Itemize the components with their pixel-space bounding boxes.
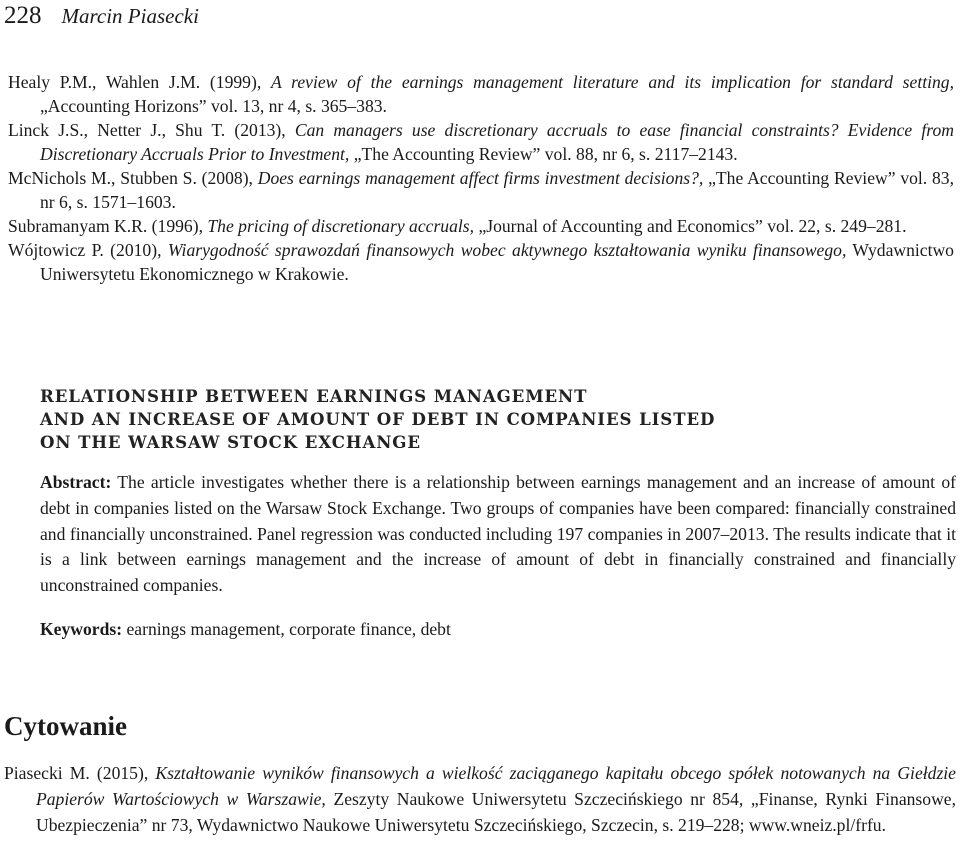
reference-source: Wydawnictwo Uniwersytetu Ekonomicznego w Krakowie. xyxy=(40,240,954,284)
citation-authors: Piasecki M. (2015), xyxy=(4,763,149,783)
citation-source: Zeszyty Naukowe Uniwersytetu Szczecińskiego nr 854, „Finanse, Rynki Finansowe, Ubezpieczenia” nr 73, Wydawnictwo Naukowe Uniwersytetu Szczecińskiego, Szczecin, s. 219–228; www.wneiz.pl/frfu. xyxy=(36,789,956,835)
keywords-label: Keywords: xyxy=(40,619,123,639)
citation xyxy=(4,760,956,838)
reference-authors: Wójtowicz P. (2010), xyxy=(8,240,162,260)
reference-item xyxy=(4,238,954,286)
running-header xyxy=(4,2,199,32)
reference-authors: Subramanyam K.R. (1996), xyxy=(8,216,203,236)
reference-item xyxy=(4,118,954,166)
reference-source: „Accounting Horizons” vol. 13, nr 4, s. 365–383. xyxy=(40,96,387,116)
reference-list xyxy=(4,70,954,286)
reference-authors: McNichols M., Stubben S. (2008), xyxy=(8,168,253,188)
running-author: Marcin Piasecki xyxy=(61,4,199,28)
reference-title: The pricing of discretionary accruals, xyxy=(207,216,475,236)
keywords xyxy=(40,619,451,640)
reference-authors: Healy P.M., Wahlen J.M. (1999), xyxy=(8,72,262,92)
english-title xyxy=(40,385,940,454)
reference-source: „The Accounting Review” vol. 83, nr 6, s. 1571–1603. xyxy=(40,168,954,212)
reference-source: „The Accounting Review” vol. 88, nr 6, s. 2117–2143. xyxy=(353,144,738,164)
english-title-line: RELATIONSHIP BETWEEN EARNINGS MANAGEMENT xyxy=(40,386,588,406)
reference-title: Can managers use discretionary accruals to ease financial constraints? Evidence from Discretionary Accruals Prior to Investment, xyxy=(40,120,954,164)
reference-item xyxy=(4,166,954,214)
reference-authors: Linck J.S., Netter J., Shu T. (2013), xyxy=(8,120,286,140)
english-title-line: ON THE WARSAW STOCK EXCHANGE xyxy=(40,432,421,452)
citation-heading: Cytowanie xyxy=(4,711,127,741)
abstract-text: The article investigates whether there is a relationship between earnings management and an increase of amount of debt in companies listed on the Warsaw Stock Exchange. Two groups of companies have been compared: financially constrained and financially unconstrained. Panel regression was conducted including 197 companies in 2007–2013. The results indicate that it is a link between earnings management and the increase of amount of debt in financially constrained and financially unconstrained companies. xyxy=(40,472,956,596)
keywords-text: earnings management, corporate finance, debt xyxy=(126,619,451,639)
citation-text xyxy=(4,760,956,838)
reference-item xyxy=(4,70,954,118)
english-title-line: AND AN INCREASE OF AMOUNT OF DEBT IN COMPANIES LISTED xyxy=(40,409,716,429)
reference-title: Wiarygodność sprawozdań finansowych wobec aktywnego kształtowania wyniku finansowego, xyxy=(167,240,847,260)
reference-title: A review of the earnings management literature and its implication for standard setting, xyxy=(270,72,954,92)
page-number: 228 xyxy=(4,2,42,29)
reference-source: „Journal of Accounting and Economics” vol. 22, s. 249–281. xyxy=(478,216,907,236)
abstract xyxy=(40,470,956,599)
reference-item xyxy=(4,214,954,238)
reference-title: Does earnings management affect firms investment decisions?, xyxy=(257,168,704,188)
abstract-label: Abstract: xyxy=(40,472,112,492)
citation-title: Kształtowanie wyników finansowych a wielkość zaciąganego kapitału obcego spółek notowanych na Giełdzie Papierów Wartościowych w Warszawie, xyxy=(36,763,956,809)
